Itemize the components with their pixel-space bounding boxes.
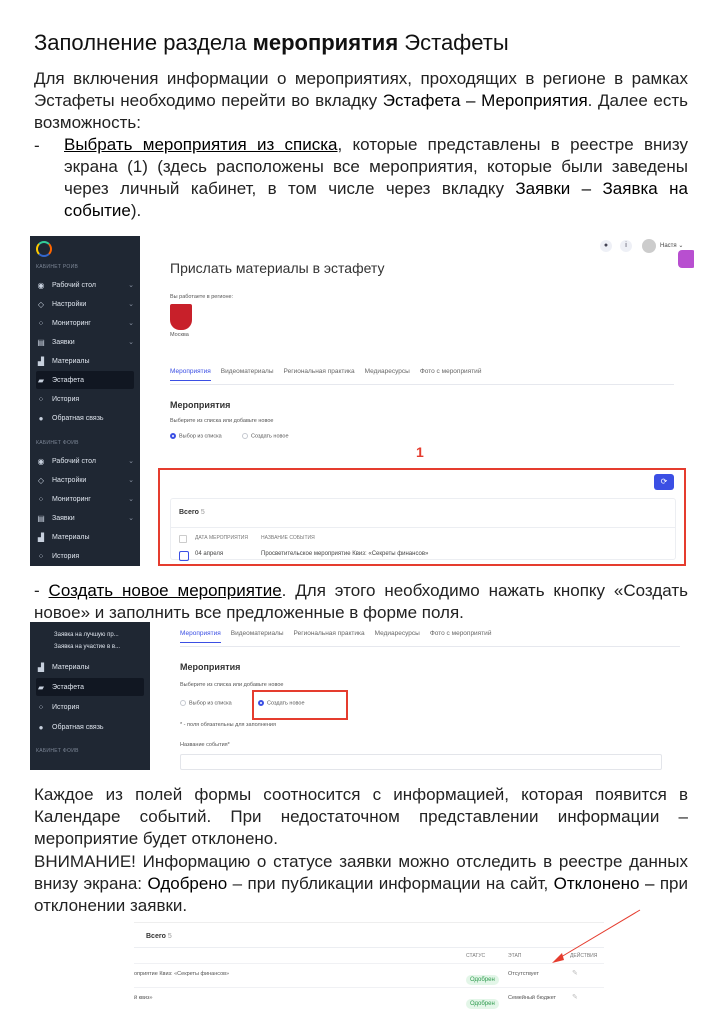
dashboard-icon: ◉	[37, 280, 45, 290]
sidebar-item-history[interactable]	[36, 698, 144, 716]
sidebar-item-label: Рабочий стол	[52, 281, 96, 289]
divider	[180, 646, 680, 647]
column-header-actions: ДЕЙСТВИЯ	[570, 953, 598, 959]
chevron-down-icon: ⌄	[128, 496, 134, 503]
sidebar-item-label: Эстафета	[52, 376, 84, 384]
sidebar-item-relay[interactable]	[36, 678, 144, 696]
column-header-date: ДАТА МЕРОПРИЯТИЯ	[195, 535, 248, 541]
sidebar-item-history[interactable]	[36, 390, 134, 408]
settings-icon: ◇	[37, 299, 45, 309]
divider	[170, 384, 674, 385]
sidebar-item-label: Рабочий стол	[52, 457, 96, 465]
dashboard-icon: ◉	[37, 456, 45, 466]
sidebar-subitem[interactable]: Заявка на участие в в...	[54, 644, 121, 650]
row-date: 04 апреля	[195, 551, 224, 557]
checkbox[interactable]	[179, 551, 189, 561]
intro-paragraph: Для включения информации о мероприятиях, проходящих в регионе в рамках Эстафеты необходимо перейти во вкладку Эстафета – Мероприятия. Далее есть возможность:	[34, 69, 688, 132]
history-icon: ⁘	[37, 702, 45, 712]
sidebar-item-label: Материалы	[52, 533, 90, 541]
chevron-down-icon: ⌄	[128, 301, 134, 308]
chat-icon[interactable]: ●	[600, 240, 612, 252]
radio-new[interactable]: Создать новое	[258, 700, 305, 706]
edit-icon[interactable]	[678, 250, 694, 268]
paragraph-form-fields: Каждое из полей формы соотносится с информацией, которая появится в Календаре событий. При недостаточном представлении информации – мероприятие будет отклонено.	[34, 785, 688, 848]
sidebar-item-label: Материалы	[52, 357, 90, 365]
sidebar-item-desktop[interactable]	[36, 276, 134, 294]
chart-icon: ▟	[37, 532, 45, 542]
chevron-down-icon: ⌄	[128, 282, 134, 289]
annotation-arrow-icon	[540, 906, 650, 966]
settings-icon: ◇	[37, 475, 45, 485]
row-name: й квиз»	[134, 995, 153, 1001]
divider	[171, 527, 675, 528]
table-row	[134, 963, 604, 984]
section-title: Мероприятия	[180, 662, 241, 672]
screenshot-create-event	[30, 622, 694, 770]
radio-icon	[170, 433, 176, 439]
radio-new[interactable]: Создать новое	[242, 433, 289, 439]
history-icon: ⁘	[37, 394, 45, 404]
sidebar-item-label: Мониторинг	[52, 495, 91, 503]
table-row	[134, 987, 604, 1008]
radio-list[interactable]: Выбор из списка	[180, 700, 232, 706]
history-icon: ⁘	[37, 551, 45, 561]
sidebar	[30, 236, 140, 566]
page-heading: Прислать материалы в эстафету	[170, 260, 385, 276]
tab-regional[interactable]: Региональная практика	[283, 368, 355, 375]
sidebar-item-history-2[interactable]	[36, 547, 134, 565]
sidebar-item-materials-2[interactable]	[36, 528, 134, 546]
region-emblem-icon	[170, 304, 192, 330]
tab-regional[interactable]: Региональная практика	[293, 630, 365, 637]
column-header-status: СТАТУС	[466, 953, 486, 959]
chart-icon: ▟	[37, 662, 45, 672]
sidebar-item-label: Обратная связь	[52, 414, 104, 422]
folder-icon: ▰	[37, 682, 45, 692]
tab-video[interactable]: Видеоматериалы	[220, 368, 274, 375]
document-icon: ▤	[37, 337, 45, 347]
avatar[interactable]	[642, 239, 656, 253]
chart-icon: ▟	[37, 356, 45, 366]
paragraph-attention: ВНИМАНИЕ! Информацию о статусе заявки можно отследить в реестре данных внизу экрана: Одобрено – при публикации информации на сайт, Отклонено – при отклонении заявки.	[34, 852, 688, 915]
sidebar-item-label: Обратная связь	[52, 723, 104, 731]
chevron-down-icon: ⌄	[128, 515, 134, 522]
sidebar-item-settings[interactable]	[36, 295, 134, 313]
radio-icon	[180, 700, 186, 706]
sidebar-item-materials[interactable]	[36, 352, 134, 370]
user-name[interactable]: Настя ⌄	[660, 243, 684, 249]
tabs	[180, 630, 491, 643]
edit-icon[interactable]: ✎	[572, 994, 578, 1001]
section-label-foiv: КАБИНЕТ ФОИВ	[36, 748, 79, 754]
sidebar	[30, 622, 150, 770]
choose-hint: Выберите из списка или добавьте новое	[180, 682, 284, 688]
radio-icon	[242, 433, 248, 439]
status-badge: Одобрен	[466, 999, 499, 1009]
grid-icon: ⁘	[37, 494, 45, 504]
logo-icon	[36, 241, 52, 257]
tab-photos[interactable]: Фото с мероприятий	[419, 368, 482, 375]
radio-icon	[258, 700, 264, 706]
list-item-2: - Создать новое мероприятие. Для этого необходимо нажать кнопку «Создать новое» и заполнить все предложенные в форме поля.	[34, 581, 688, 622]
sidebar-item-label: Настройки	[52, 476, 87, 484]
sidebar-item-label: Заявки	[52, 514, 75, 522]
chevron-down-icon: ⌄	[128, 477, 134, 484]
list-dash: -	[34, 136, 40, 155]
sidebar-item-label: Настройки	[52, 300, 87, 308]
tab-events[interactable]: Мероприятия	[180, 630, 221, 643]
sidebar-item-feedback[interactable]	[36, 718, 144, 736]
sidebar-subitem[interactable]: Заявка на лучшую пр...	[54, 632, 119, 638]
section-label-roiv: КАБИНЕТ РОИВ	[36, 264, 79, 270]
tab-video[interactable]: Видеоматериалы	[230, 630, 284, 637]
document-title: Заполнение раздела мероприятия Эстафеты	[34, 30, 509, 55]
chevron-down-icon: ⌄	[128, 339, 134, 346]
tab-media[interactable]: Медиаресурсы	[374, 630, 420, 637]
sidebar-item-label: Заявки	[52, 338, 75, 346]
chevron-down-icon: ⌄	[128, 320, 134, 327]
events-table	[170, 498, 676, 560]
event-name-input[interactable]	[180, 754, 662, 770]
refresh-button[interactable]: ⟳	[654, 474, 674, 490]
choose-hint: Выберите из списка или добавьте новое	[170, 418, 274, 424]
section-title: Мероприятия	[170, 400, 231, 410]
info-icon[interactable]: i	[620, 240, 632, 252]
chat-icon: ●	[38, 722, 44, 732]
sidebar-item-desktop-2[interactable]	[36, 452, 134, 470]
column-header-name: НАЗВАНИЕ СОБЫТИЯ	[261, 535, 315, 541]
sidebar-item-monitoring[interactable]	[36, 314, 134, 332]
event-name-label: Название события*	[180, 742, 230, 748]
checkbox[interactable]	[179, 535, 187, 543]
chat-icon: ●	[38, 413, 44, 423]
divider	[134, 947, 604, 948]
sidebar-item-feedback[interactable]	[36, 409, 134, 427]
chevron-down-icon: ⌄	[128, 458, 134, 465]
section-label-foiv: КАБИНЕТ ФОИВ	[36, 440, 79, 446]
row-name: Просветительское мероприятие Квиз: «Секреты финансов»	[261, 551, 429, 557]
total-label: Всего 5	[179, 509, 205, 516]
row-stage: Семейный бюджет	[508, 995, 556, 1001]
sidebar-item-label: История	[52, 395, 80, 403]
tab-media[interactable]: Медиаресурсы	[364, 368, 410, 375]
folder-icon: ▰	[37, 375, 45, 385]
sidebar-item-label: История	[52, 552, 80, 560]
region-label: Вы работаете в регионе:	[170, 294, 234, 300]
region-name: Москва	[170, 332, 189, 338]
grid-icon: ⁘	[37, 318, 45, 328]
list-item-1: Выбрать мероприятия из списка, которые представлены в реестре внизу экрана (1) (здесь расположены все мероприятия, которые были заведены через личный кабинет, в том числе через вкладку Заявки – Заявка на событие).	[64, 135, 688, 220]
sidebar-item-label: Эстафета	[52, 683, 84, 691]
screenshot-status-table	[134, 922, 604, 1015]
sidebar-item-label: История	[52, 703, 80, 711]
sidebar-item-requests-2[interactable]	[36, 509, 134, 527]
sidebar-item-relay[interactable]	[36, 371, 134, 389]
sidebar-item-requests[interactable]	[36, 333, 134, 351]
document-icon: ▤	[37, 513, 45, 523]
sidebar-item-label: Мониторинг	[52, 319, 91, 327]
status-badge: Одобрен	[466, 975, 499, 985]
tab-events[interactable]: Мероприятия	[170, 368, 211, 381]
tabs	[170, 368, 481, 381]
sidebar-item-settings-2[interactable]	[36, 471, 134, 489]
marker-label: 1	[416, 444, 424, 460]
column-header-stage: ЭТАП	[508, 953, 522, 959]
sidebar-item-label: Материалы	[52, 663, 90, 671]
sidebar-item-monitoring-2[interactable]	[36, 490, 134, 508]
screenshot-events-list	[30, 236, 694, 566]
required-note: * - поля обязательны для заполнения	[180, 722, 276, 728]
row-name: оприятие Квиз: «Секреты финансов»	[134, 971, 230, 977]
radio-list[interactable]: Выбор из списка	[170, 433, 222, 439]
total-label: Всего 5	[146, 933, 172, 940]
row-stage: Отсутствует	[508, 971, 539, 977]
edit-icon[interactable]: ✎	[572, 970, 578, 977]
sidebar-item-materials[interactable]	[36, 658, 144, 676]
tab-photos[interactable]: Фото с мероприятий	[429, 630, 492, 637]
